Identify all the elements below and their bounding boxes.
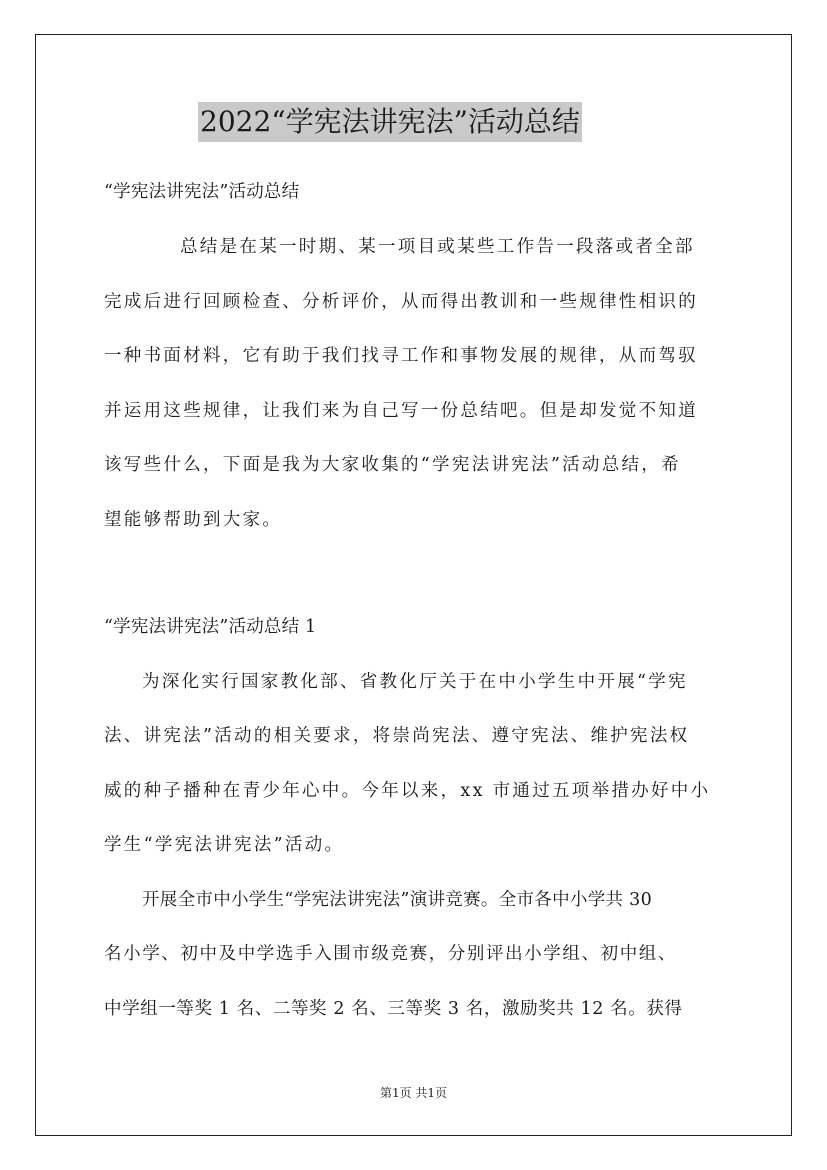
section-para1-line-3: 威的种子播种在青少年心中。今年以来，xx 市通过五项举措办好中小	[104, 781, 711, 801]
intro-line-2: 完成后进行回顾检查、分析评价，从而得出教训和一些规律性相识的	[104, 292, 698, 312]
section-para2-line-1: 开展全市中小学生“学宪法讲宪法”演讲竞赛。全市各中小学共 30	[142, 890, 653, 910]
document-subtitle: “学宪法讲宪法”活动总结	[104, 182, 300, 202]
section-para1-line-1: 为深化实行国家教化部、省教化厅关于在中小学生中开展“学宪	[142, 672, 688, 692]
intro-line-4: 并运用这些规律，让我们来为自己写一份总结吧。但是却发觉不知道	[104, 401, 698, 421]
intro-line-3: 一种书面材料，它有助于我们找寻工作和事物发展的规律，从而驾驭	[104, 346, 698, 366]
intro-line-1: 总结是在某一时期、某一项目或某些工作告一段落或者全部	[180, 237, 695, 257]
section-para1-line-4: 学生“学宪法讲宪法”活动。	[104, 835, 345, 855]
section-para1-line-2: 法、讲宪法”活动的相关要求，将崇尚宪法、遵守宪法、维护宪法权	[104, 726, 690, 746]
section-heading: “学宪法讲宪法”活动总结 1	[104, 617, 317, 637]
intro-line-6: 望能够帮助到大家。	[104, 510, 283, 530]
page-number-footer: 第1页 共1页	[379, 1086, 448, 1100]
intro-line-5: 该写些什么，下面是我为大家收集的“学宪法讲宪法”活动总结，希	[104, 455, 681, 475]
section-para2-line-2: 名小学、初中及中学选手入围市级竞赛，分别评出小学组、初中组、	[104, 944, 677, 964]
section-para2-line-3: 中学组一等奖 1 名、二等奖 2 名、三等奖 3 名，激励奖共 12 名。获得	[104, 999, 683, 1019]
document-title: 2022“学宪法讲宪法”活动总结	[198, 102, 582, 142]
